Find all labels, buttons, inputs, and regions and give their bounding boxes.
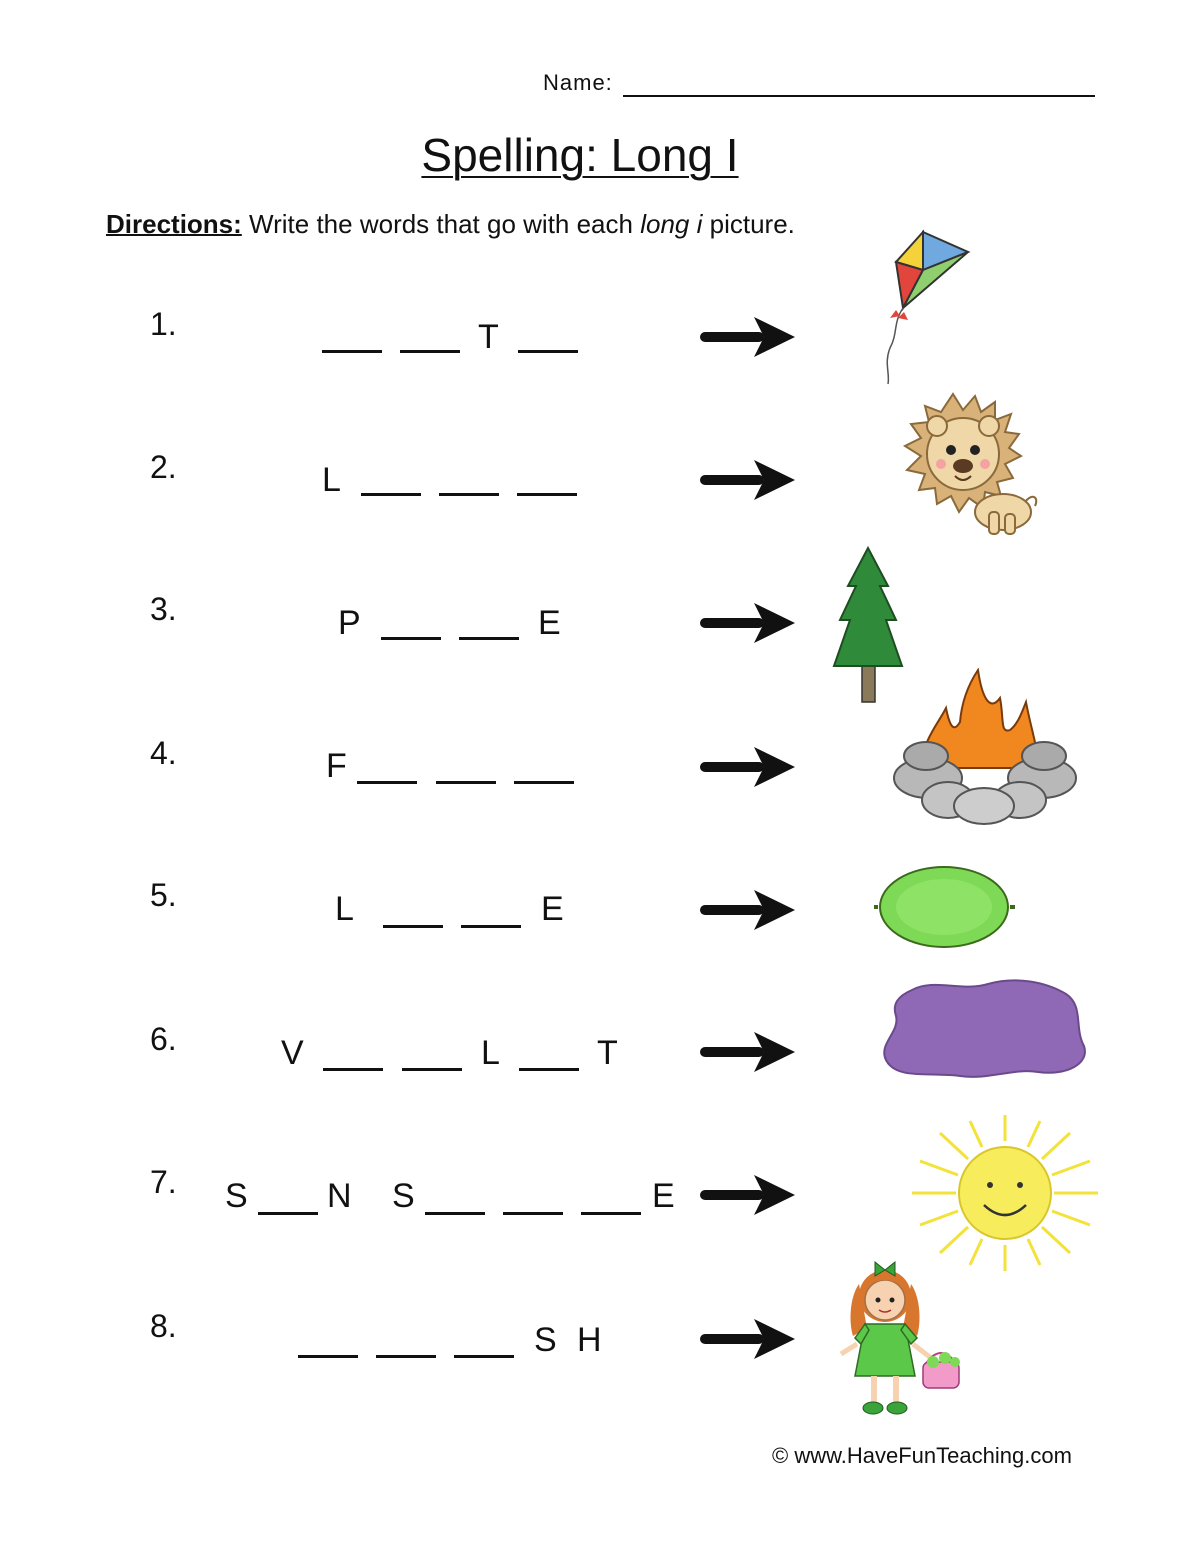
row-number: 2. bbox=[150, 449, 177, 485]
letter-blank[interactable] bbox=[383, 925, 443, 928]
name-label: Name: bbox=[543, 70, 613, 95]
given-letter: H bbox=[577, 1321, 602, 1359]
lime-icon bbox=[872, 862, 1017, 952]
given-letter: E bbox=[538, 604, 561, 642]
letter-blank[interactable] bbox=[459, 637, 519, 640]
name-line[interactable] bbox=[623, 95, 1095, 97]
letter-blank[interactable] bbox=[381, 637, 441, 640]
letter-blank[interactable] bbox=[519, 1068, 579, 1071]
right-arrow-icon bbox=[700, 459, 796, 501]
campfire-icon bbox=[890, 668, 1080, 828]
given-letter: E bbox=[541, 890, 564, 928]
given-letter: L bbox=[322, 461, 341, 499]
letter-blank[interactable] bbox=[357, 781, 417, 784]
kite-icon bbox=[868, 228, 978, 388]
letter-blank[interactable] bbox=[376, 1355, 436, 1358]
right-arrow-icon bbox=[700, 746, 796, 788]
letter-blank[interactable] bbox=[298, 1355, 358, 1358]
row-number: 8. bbox=[150, 1308, 177, 1344]
lion-icon bbox=[893, 392, 1043, 537]
letter-blank[interactable] bbox=[461, 925, 521, 928]
directions-label: Directions: bbox=[106, 209, 242, 239]
letter-blank[interactable] bbox=[439, 493, 499, 496]
given-letter: T bbox=[478, 318, 499, 356]
right-arrow-icon bbox=[700, 316, 796, 358]
given-letter: V bbox=[281, 1034, 304, 1072]
letter-blank[interactable] bbox=[400, 350, 460, 353]
given-letter: L bbox=[335, 890, 354, 928]
right-arrow-icon bbox=[700, 1031, 796, 1073]
sun-icon bbox=[910, 1113, 1100, 1273]
given-letter: F bbox=[326, 747, 347, 785]
right-arrow-icon bbox=[700, 1318, 796, 1360]
given-letter: L bbox=[481, 1034, 500, 1072]
given-letter: S bbox=[225, 1177, 248, 1215]
directions-text-end: picture. bbox=[709, 209, 795, 239]
page-title: Spelling: Long I bbox=[421, 129, 739, 181]
given-letter: P bbox=[338, 604, 361, 642]
row-number: 3. bbox=[150, 591, 177, 627]
right-arrow-icon bbox=[700, 602, 796, 644]
letter-blank[interactable] bbox=[258, 1212, 318, 1215]
violet-puddle-icon bbox=[878, 976, 1090, 1082]
given-letter: S bbox=[534, 1321, 557, 1359]
letter-blank[interactable] bbox=[517, 493, 577, 496]
row-number: 6. bbox=[150, 1021, 177, 1057]
directions-italic: long i bbox=[640, 209, 703, 239]
row-number: 4. bbox=[150, 735, 177, 771]
right-arrow-icon bbox=[700, 1174, 796, 1216]
row-number: 5. bbox=[150, 877, 177, 913]
given-letter: S bbox=[392, 1177, 415, 1215]
letter-blank[interactable] bbox=[402, 1068, 462, 1071]
letter-blank[interactable] bbox=[454, 1355, 514, 1358]
directions-text: Write the words that go with each bbox=[249, 209, 633, 239]
letter-blank[interactable] bbox=[503, 1212, 563, 1215]
given-letter: T bbox=[597, 1034, 618, 1072]
letter-blank[interactable] bbox=[518, 350, 578, 353]
letter-blank[interactable] bbox=[322, 350, 382, 353]
row-number: 1. bbox=[150, 306, 177, 342]
given-letter: N bbox=[327, 1177, 352, 1215]
letter-blank[interactable] bbox=[361, 493, 421, 496]
letter-blank[interactable] bbox=[425, 1212, 485, 1215]
girl-icon bbox=[835, 1258, 975, 1420]
letter-blank[interactable] bbox=[514, 781, 574, 784]
footer-copyright: © www.HaveFunTeaching.com bbox=[772, 1443, 1072, 1468]
row-number: 7. bbox=[150, 1164, 177, 1200]
given-letter: E bbox=[652, 1177, 675, 1215]
letter-blank[interactable] bbox=[436, 781, 496, 784]
directions bbox=[106, 209, 795, 240]
letter-blank[interactable] bbox=[581, 1212, 641, 1215]
right-arrow-icon bbox=[700, 889, 796, 931]
letter-blank[interactable] bbox=[323, 1068, 383, 1071]
